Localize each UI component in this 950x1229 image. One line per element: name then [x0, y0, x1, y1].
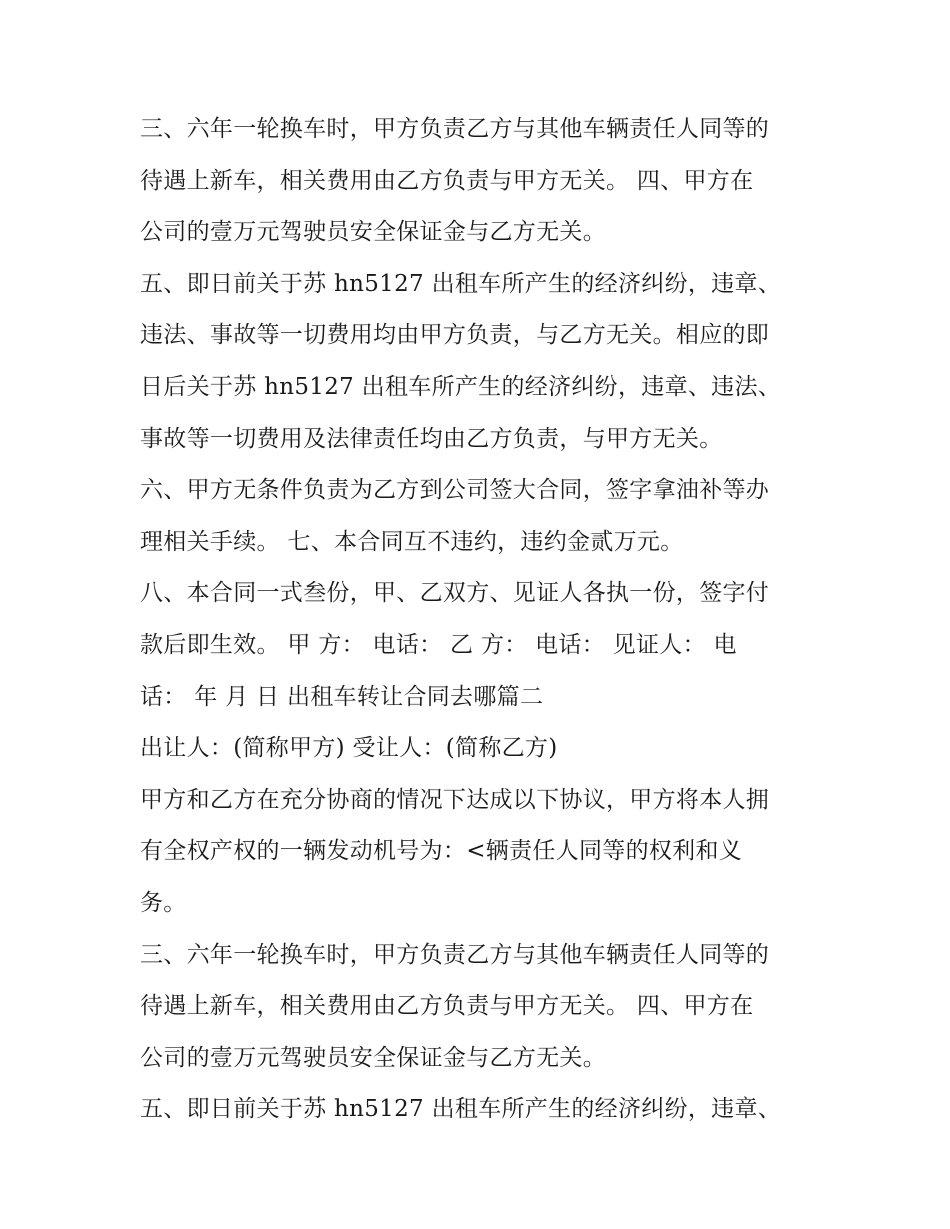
document-body [140, 104, 830, 1136]
text-line: 话： 年 月 日 出租车转让合同去哪篇二 [140, 683, 544, 710]
text-line: 公司的壹万元驾驶员安全保证金与乙方无关。 [140, 1044, 606, 1071]
text-line: 甲方和乙方在充分协商的情况下达成以下协议，甲方将本人拥 [140, 786, 770, 813]
text-line: 待遇上新车，相关费用由乙方负责与甲方无关。 四、甲方在 [140, 993, 754, 1020]
text-line: 六、甲方无条件负责为乙方到公司签大合同，签字拿油补等办 [140, 477, 770, 504]
text-line: 待遇上新车，相关费用由乙方负责与甲方无关。 四、甲方在 [140, 167, 754, 194]
text-line: 三、六年一轮换车时，甲方负责乙方与其他车辆责任人同等的 [140, 116, 770, 142]
text-line: 有全权产权的一辆发动机号为：<辆责任人同等的权利和义 [140, 838, 743, 865]
text-line: 五、即日前关于苏 hn5127 出租车所产生的经济纠纷，违章、 [140, 1096, 782, 1123]
text-line: 公司的壹万元驾驶员安全保证金与乙方无关。 [140, 219, 606, 246]
text-line: 款后即生效。 甲 方： 电话： 乙 方： 电话： 见证人： 电 [140, 631, 737, 658]
text-line: 八、本合同一式叁份，甲、乙双方、见证人各执一份，签字付 [140, 580, 770, 607]
text-line: 理相关手续。 七、本合同互不违约，违约金贰万元。 [140, 528, 684, 555]
text-line: 五、即日前关于苏 hn5127 出租车所产生的经济纠纷，违章、 [140, 270, 782, 297]
text-line: 出让人：(简称甲方) 受让人：(简称乙方) [140, 735, 558, 762]
text-line: 日后关于苏 hn5127 出租车所产生的经济纠纷，违章、违法、 [140, 373, 782, 400]
text-line: 务。 [140, 889, 187, 916]
text-line: 违法、事故等一切费用均由甲方负责，与乙方无关。相应的即 [140, 322, 770, 349]
text-line: 事故等一切费用及法律责任均由乙方负责，与甲方无关。 [140, 425, 723, 452]
text-line: 三、六年一轮换车时，甲方负责乙方与其他车辆责任人同等的 [140, 941, 770, 968]
